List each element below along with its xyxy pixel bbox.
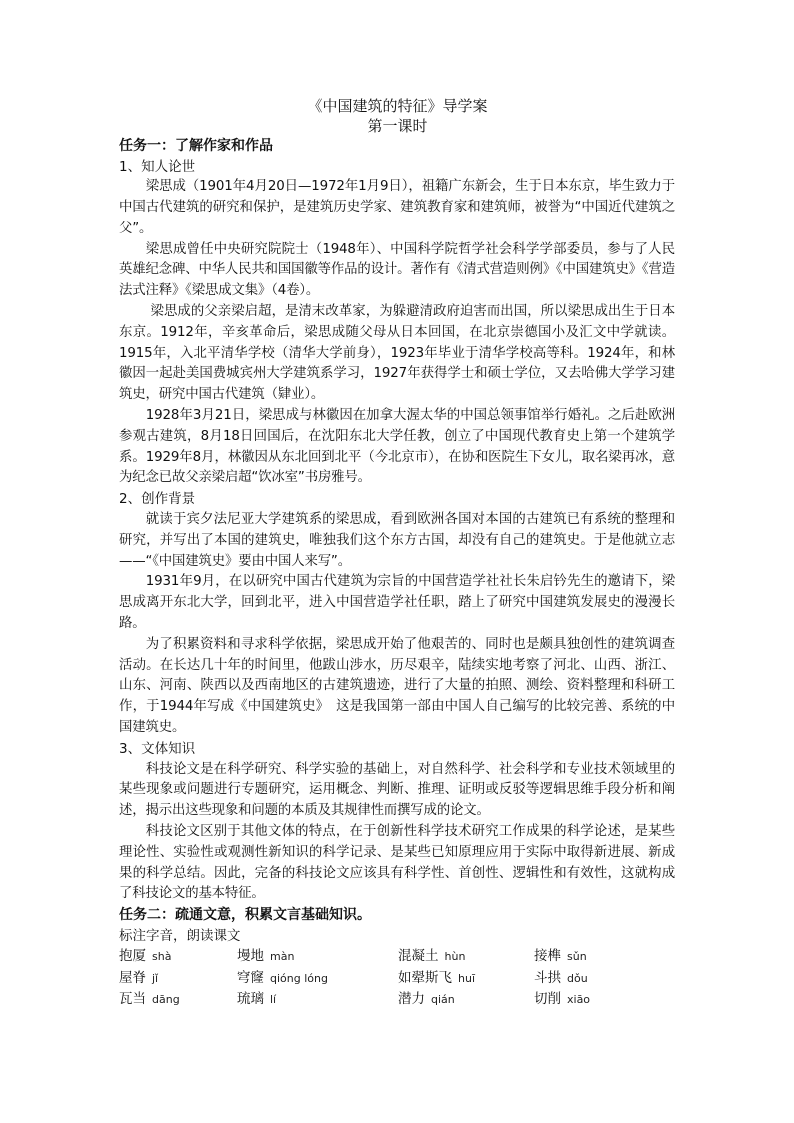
pinyin-entry xyxy=(237,968,398,990)
pinyin-reading: jǐ xyxy=(152,971,159,985)
section3-heading: 3、文体知识 xyxy=(119,740,196,757)
pinyin-reading: sǔn xyxy=(567,950,587,964)
pinyin-reading: xiāo xyxy=(567,993,591,1007)
pinyin-row xyxy=(119,968,675,990)
pinyin-word: 斗拱 xyxy=(534,969,561,986)
paragraph: 科技论文是在科学研究、科学实验的基础上，对自然科学、社会科学和专业技术领域里的某些现象或问题进行专题研究，运用概念、判断、推理、证明或反驳等逻辑思维手段分析和阐述，揭示出这些现象和问题的本质及其规律性而撰写成的论文。 xyxy=(119,761,675,819)
document-title: 《中国建筑的特征》导学案 xyxy=(307,97,488,115)
pinyin-entry xyxy=(534,989,654,1011)
pinyin-intro: 标注字音，朗读课文 xyxy=(119,927,241,944)
paragraph: 1931年9月，在以研究中国古代建筑为宗旨的中国营造学社社长朱启钤先生的邀请下，梁思成离开东北大学，回到北平，进入中国营造学社任职，踏上了研究中国建筑发展史的漫漫长路。 xyxy=(119,574,675,632)
paragraph: 1928年3月21日，梁思成与林徽因在加拿大渥太华的中国总领事馆举行婚礼。之后赴欧洲参观古建筑，8月18日回国后，在沈阳东北大学任教，创立了中国现代教育史上第一个建筑学系。1929年8月，林徽因从东北回到北平（今北京市），在协和医院生下女儿，取名梁再冰，意为纪念已故父亲梁启超“饮冰室”书房雅号。 xyxy=(119,408,675,486)
pinyin-entry xyxy=(398,968,534,990)
pinyin-row xyxy=(119,989,675,1011)
pinyin-word: 穹窿 xyxy=(237,969,264,986)
pinyin-word: 琉璃 xyxy=(237,991,264,1008)
pinyin-reading: lí xyxy=(270,993,277,1007)
pinyin-word: 瓦当 xyxy=(119,991,146,1008)
pinyin-entry xyxy=(119,968,237,990)
pinyin-reading: qián xyxy=(431,993,455,1007)
pinyin-row xyxy=(119,946,675,968)
pinyin-reading: dǒu xyxy=(567,971,588,985)
pinyin-reading: dāng xyxy=(152,993,180,1007)
pinyin-entry xyxy=(534,946,654,968)
pinyin-word: 墁地 xyxy=(237,948,264,965)
pinyin-entry xyxy=(119,946,237,968)
pinyin-word: 接榫 xyxy=(534,948,561,965)
paragraph: 梁思成（1901年4月20日—1972年1月9日），祖籍广东新会，生于日本东京，毕生致力于中国古代建筑的研究和保护，是建筑历史学家、建筑教育家和建筑师，被誉为“中国近代建筑之父”。 xyxy=(119,179,675,236)
task2-heading: 任务二：疏通文意，积累文言基础知识。 xyxy=(119,907,371,924)
pinyin-entry xyxy=(237,946,398,968)
pinyin-word: 屋脊 xyxy=(119,969,146,986)
pinyin-reading: shà xyxy=(152,950,172,964)
paragraph: 就读于宾夕法尼亚大学建筑系的梁思成，看到欧洲各国对本国的古建筑已有系统的整理和研究，并写出了本国的建筑史，唯独我们这个东方古国，却没有自己的建筑史。于是他就立志——“《中国建筑史》要由中国人来写”。 xyxy=(119,512,675,569)
section1-heading: 1、知人论世 xyxy=(119,158,196,175)
paragraph: 梁思成曾任中央研究院院士（1948年）、中国科学院哲学社会科学学部委员，参与了人民英雄纪念碑、中华人民共和国国徽等作品的设计。著作有《清式营造则例》《中国建筑史》《营造法式注释》《梁思成文集》（4卷）。 xyxy=(119,241,675,299)
pinyin-word: 切削 xyxy=(534,991,561,1008)
pinyin-word: 抱厦 xyxy=(119,948,146,965)
pinyin-entry xyxy=(237,989,398,1011)
pinyin-reading: huī xyxy=(458,971,475,985)
document-body xyxy=(119,96,675,1011)
pinyin-word: 潜力 xyxy=(398,991,425,1008)
pinyin-word: 混凝土 xyxy=(398,948,439,965)
document-subtitle: 第一课时 xyxy=(367,117,428,135)
pinyin-reading: màn xyxy=(270,950,295,964)
pinyin-entry xyxy=(534,968,654,990)
paragraph: 梁思成的父亲梁启超，是清末改革家，为躲避清政府迫害而出国，所以梁思成出生于日本东京。1912年，辛亥革命后，梁思成随父母从日本回国，在北京崇德国小及汇文中学就读。1915年，入北平清华学校（清华大学前身），1923年毕业于清华学校高等科。1924年，和林徽因一起赴美国费城宾州大学建筑系学习，1927年获得学士和硕士学位，又去哈佛大学学习建筑史，研究中国古代建筑（肄业）。 xyxy=(119,304,675,403)
paragraph: 为了积累资料和寻求科学依据，梁思成开始了他艰苦的、同时也是颇具独创性的建筑调查活动。在长达几十年的时间里，他跋山涉水，历尽艰辛，陆续实地考察了河北、山西、浙江、山东、河南、陕西以及西南地区的古建筑遗迹，进行了大量的拍照、测绘、资料整理和科研工作，于1944年写成《中国建筑史》 这是我国第一部由中国人自己编写的比较完善、系统的中国建筑史。 xyxy=(119,636,675,736)
pinyin-entry xyxy=(119,989,237,1011)
pinyin-reading: qióng lóng xyxy=(270,971,328,985)
pinyin-entry xyxy=(398,989,534,1011)
pinyin-reading: hùn xyxy=(444,950,466,964)
paragraph: 科技论文区别于其他文体的特点，在于创新性科学技术研究工作成果的科学论述，是某些理论性、实验性或观测性新知识的科学记录、是某些已知原理应用于实际中取得新进展、新成果的科学总结。因此，完备的科技论文应该具有科学性、首创性、逻辑性和有效性，这就构成了科技论文的基本特征。 xyxy=(119,824,675,902)
pinyin-word: 如翚斯飞 xyxy=(398,969,452,986)
task1-heading: 任务一：了解作家和作品 xyxy=(119,138,273,154)
section2-heading: 2、创作背景 xyxy=(119,491,196,508)
pinyin-entry xyxy=(398,946,534,968)
